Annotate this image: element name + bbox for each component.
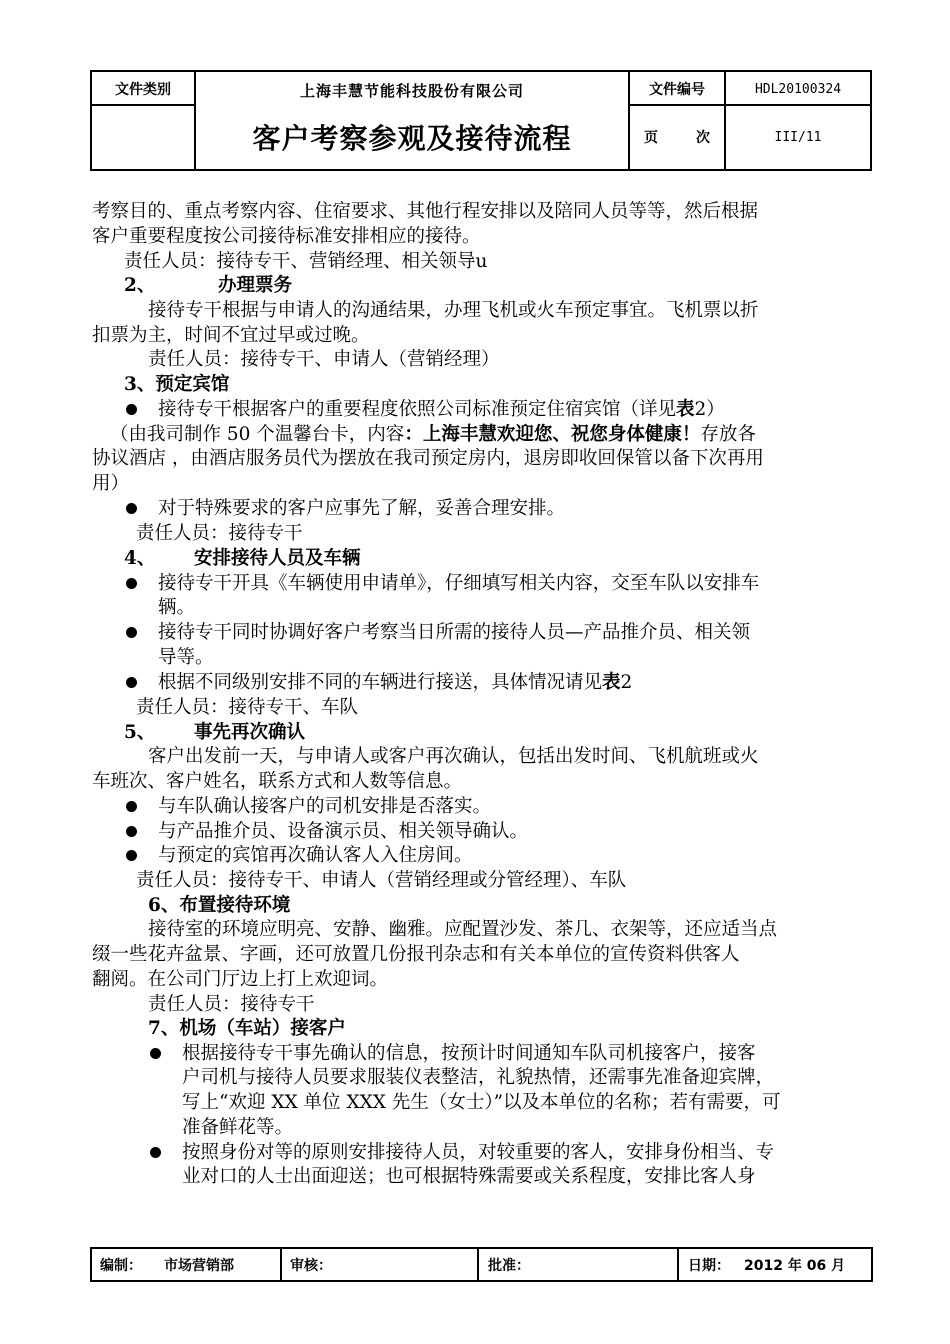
bullet-icon bbox=[126, 578, 137, 589]
bullet-icon bbox=[126, 404, 137, 415]
bullet-line: 与产品推介员、设备演示员、相关领导确认。 bbox=[158, 821, 529, 842]
doc-no-label: 文件编号 bbox=[649, 82, 705, 98]
paragraph-line: 客户出发前一天，与申请人或客户再次确认，包括出发时间、飞机航班或火 bbox=[148, 746, 759, 767]
editor-value: 市场营销部 bbox=[164, 1257, 234, 1274]
section-number: 2、 bbox=[124, 275, 156, 296]
text-span: 2 bbox=[620, 672, 633, 693]
responsible-line: 责任人员：接待专干、申请人（营销经理） bbox=[148, 349, 500, 370]
document-header-table bbox=[90, 70, 872, 171]
text-span: 存放各 bbox=[700, 424, 756, 445]
date-value: 2012 年 06 月 bbox=[744, 1257, 846, 1274]
bullet-line: 对于特殊要求的客户应事先了解，妥善合理安排。 bbox=[158, 498, 566, 519]
text-span: 2） bbox=[694, 399, 725, 420]
bullet-icon bbox=[126, 850, 137, 861]
document-footer-table bbox=[90, 1247, 873, 1282]
divider bbox=[677, 1249, 679, 1280]
responsible-line: 责任人员：接待专干 bbox=[148, 994, 315, 1015]
paragraph-line: 协议酒店 ，由酒店服务员代为摆放在我司预定房内，退房即收回保管以备下次再用 bbox=[92, 448, 764, 469]
bullet-line bbox=[158, 671, 632, 695]
bullet-line: 业对口的人士出面迎送；也可根据特殊需要或关系程度，安排比客人身 bbox=[182, 1166, 756, 1187]
company-name: 上海丰慧节能科技股份有限公司 bbox=[299, 81, 524, 100]
bullet-icon bbox=[126, 826, 137, 837]
page-label bbox=[630, 106, 724, 168]
document-title: 客户考察参观及接待流程 bbox=[252, 122, 572, 155]
section-heading: 6、布置接待环境 bbox=[148, 895, 291, 916]
bullet-line: 写上“欢迎 XX 单位 XXX 先生（女士）”以及本单位的名称；若有需要，可 bbox=[182, 1092, 781, 1113]
page-label-1: 页 bbox=[644, 130, 658, 146]
responsible-line: 责任人员：接待专干、车队 bbox=[136, 697, 359, 718]
paragraph-line: 客户重要程度按公司接待标准安排相应的接待。 bbox=[92, 226, 481, 247]
bullet-line: 辆。 bbox=[158, 597, 196, 618]
bullet-line: 接待专干开具《车辆使用申请单》，仔细填写相关内容，交至车队以安排车 bbox=[158, 573, 760, 594]
text-span: 表 bbox=[602, 672, 621, 693]
editor-label: 编制： bbox=[100, 1257, 142, 1274]
bullet-line: 准备鲜花等。 bbox=[182, 1117, 294, 1138]
paragraph-line bbox=[110, 423, 756, 447]
paragraph-line: 翻阅。在公司门厅边上打上欢迎词。 bbox=[92, 969, 389, 990]
bullet-icon bbox=[126, 503, 137, 514]
text-span: （由我司制作 50 个温馨台卡，内容 bbox=[110, 424, 405, 445]
section-heading: 办理票务 bbox=[218, 275, 293, 296]
paragraph-line: 用） bbox=[92, 473, 130, 494]
section-heading: 安排接待人员及车辆 bbox=[194, 548, 361, 569]
bullet-icon bbox=[150, 1147, 161, 1158]
text-span: ：上海丰慧欢迎您、祝您身体健康！ bbox=[404, 424, 701, 445]
paragraph-line: 车班次、客户姓名，联系方式和人数等信息。 bbox=[92, 771, 463, 792]
approve-label: 批准： bbox=[488, 1257, 530, 1274]
bullet-line: 按照身份对等的原则安排接待人员，对较重要的客人，安排身份相当、专 bbox=[182, 1142, 775, 1163]
paragraph-line: 扣票为主，时间不宜过早或过晚。 bbox=[92, 325, 370, 346]
section-number: 5、 bbox=[124, 722, 156, 743]
category-label: 文件类别 bbox=[115, 82, 171, 98]
responsible-line: 责任人员：接待专干、营销经理、相关领导u bbox=[124, 251, 488, 272]
bullet-icon bbox=[126, 627, 137, 638]
page-label-2: 次 bbox=[696, 130, 710, 146]
divider bbox=[477, 1249, 479, 1280]
paragraph-line: 缀一些花卉盆景、字画，还可放置几份报刊杂志和有关本单位的宣传资料供客人 bbox=[92, 944, 740, 965]
date-label: 日期： bbox=[688, 1257, 730, 1274]
text-span: 表 bbox=[676, 399, 695, 420]
responsible-line: 责任人员：接待专干、申请人（营销经理或分管经理）、车队 bbox=[136, 870, 627, 891]
bullet-icon bbox=[126, 677, 137, 688]
bullet-line: 户司机与接待人员要求服装仪表整洁，礼貌热情，还需事先准备迎宾牌， bbox=[182, 1067, 775, 1088]
paragraph-line: 考察目的、重点考察内容、住宿要求、其他行程安排以及陪同人员等等，然后根据 bbox=[92, 201, 759, 222]
section-heading: 7、机场（车站）接客户 bbox=[148, 1018, 346, 1039]
paragraph-line: 接待室的环境应明亮、安静、幽雅。应配置沙发、茶几、衣架等，还应适当点 bbox=[148, 919, 778, 940]
section-number: 4、 bbox=[124, 548, 156, 569]
page-number: III/11 bbox=[774, 129, 822, 145]
text-span: 根据不同级别安排不同的车辆进行接送，具体情况请见 bbox=[158, 672, 603, 693]
bullet-line bbox=[158, 398, 725, 422]
bullet-line: 根据接待专干事先确认的信息，按预计时间通知车队司机接客户，接客 bbox=[182, 1043, 756, 1064]
bullet-icon bbox=[150, 1048, 161, 1059]
bullet-line: 与车队确认接客户的司机安排是否落实。 bbox=[158, 796, 492, 817]
paragraph-line: 接待专干根据与申请人的沟通结果，办理飞机或火车预定事宜。飞机票以折 bbox=[148, 300, 759, 321]
text-span: 接待专干根据客户的重要程度依照公司标准预定住宿宾馆（详见 bbox=[158, 399, 677, 420]
section-heading: 3、预定宾馆 bbox=[124, 374, 230, 395]
responsible-line: 责任人员：接待专干 bbox=[136, 523, 303, 544]
bullet-icon bbox=[126, 801, 137, 812]
divider bbox=[280, 1249, 282, 1280]
bullet-line: 导等。 bbox=[158, 647, 214, 668]
bullet-line: 与预定的宾馆再次确认客人入住房间。 bbox=[158, 845, 473, 866]
doc-no-value: HDL20100324 bbox=[754, 81, 842, 97]
section-heading: 事先再次确认 bbox=[194, 722, 306, 743]
bullet-line: 接待专干同时协调好客户考察当日所需的接待人员—产品推介员、相关领 bbox=[158, 622, 751, 643]
review-label: 审核： bbox=[290, 1257, 332, 1274]
